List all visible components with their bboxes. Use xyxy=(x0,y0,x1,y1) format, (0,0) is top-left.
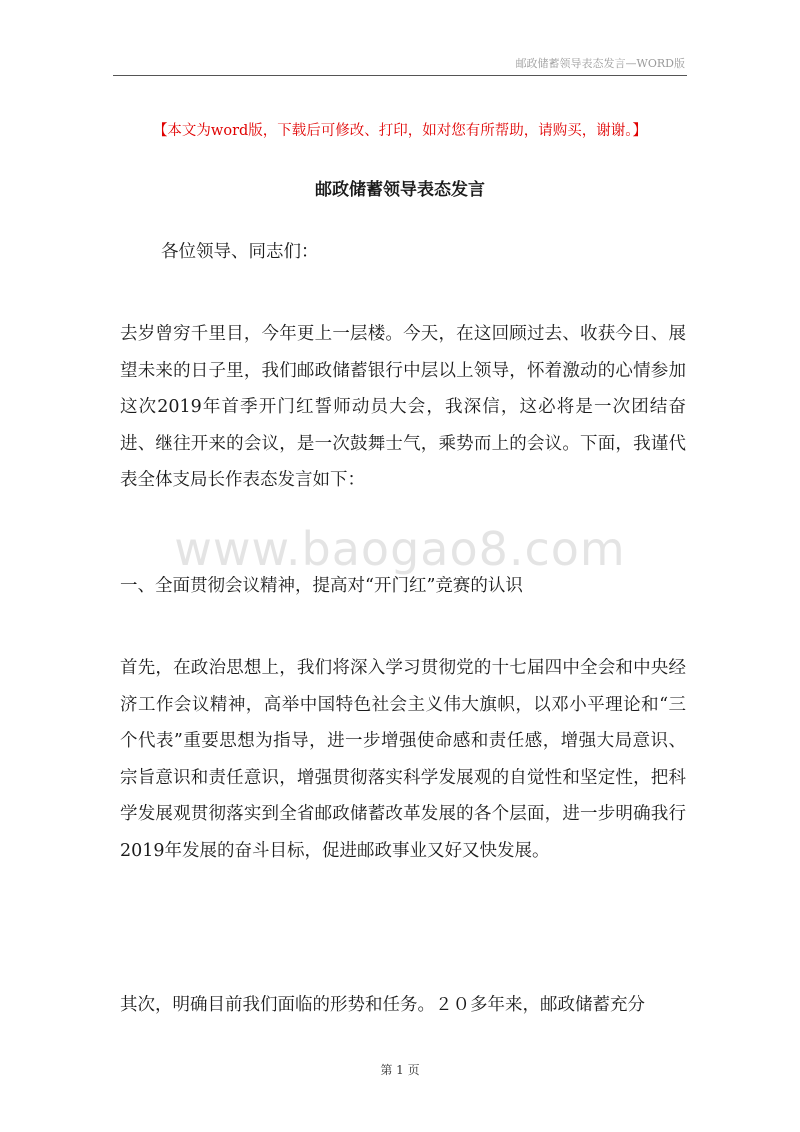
paragraph-second-point: 其次，明确目前我们面临的形势和任务。２０多年来，邮政储蓄充分 xyxy=(120,995,645,1015)
running-header: 邮政储蓄领导表态发言—WORD版 xyxy=(515,57,685,70)
page-number: 第 1 页 xyxy=(380,1063,420,1077)
header-divider xyxy=(113,75,687,76)
download-notice: 【本文为word版，下载后可修改、打印，如对您有所帮助，请购买，谢谢。】 xyxy=(152,123,648,139)
salutation: 各位领导、同志们： xyxy=(161,242,319,262)
paragraph-first-point: 首先，在政治思想上，我们将深入学习贯彻党的十七届四中全会和中央经济工作会议精神，高举中国特色社会主义伟大旗帜，以邓小平理论和“三个代表”重要思想为指导，进一步增强使命感和责任感，增强大局意识、宗旨意识和责任意识，增强贯彻落实科学发展观的自觉性和坚定性，把科学发展观贯彻落实到全省邮政储蓄改革发展的各个层面，进一步明确我行2019年发展的奋斗目标，促进邮政事业又好又快发展。 xyxy=(120,658,686,861)
paragraph-intro: 去岁曾穷千里目，今年更上一层楼。今天，在这回顾过去、收获今日、展望未来的日子里，我们邮政储蓄银行中层以上领导，怀着激动的心情参加这次2019年首季开门红誓师动员大会，我深信，这必将是一次团结奋进、继往开来的会议，是一次鼓舞士气，乘势而上的会议。下面，我谨代表全体支局长作表态发言如下： xyxy=(120,324,686,491)
watermark: www.baogao8.com xyxy=(174,522,626,576)
document-title: 邮政储蓄领导表态发言 xyxy=(315,180,485,200)
section-heading-1: 一、全面贯彻会议精神，提高对“开门红”竞赛的认识 xyxy=(120,576,523,596)
